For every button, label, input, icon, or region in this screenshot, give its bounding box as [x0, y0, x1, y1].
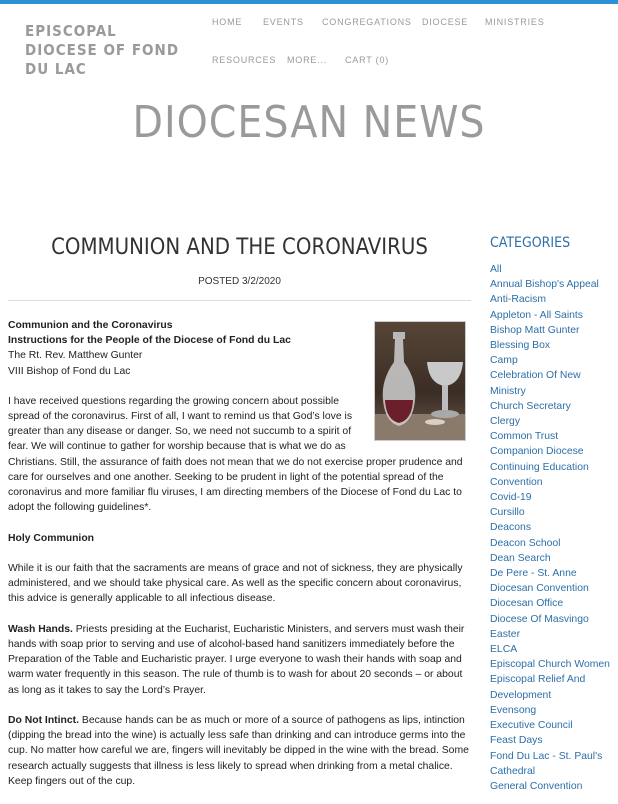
nav-resources[interactable]: RESOURCES	[212, 55, 277, 65]
intro-line-1: Communion and the Coronavirus	[8, 320, 173, 331]
post-date: POSTED 3/2/2020	[198, 276, 281, 287]
category-link[interactable]: Easter	[490, 628, 521, 640]
category-link[interactable]: Feast Days	[490, 735, 543, 747]
category-link[interactable]: General Convention	[490, 780, 583, 792]
category-link[interactable]: Executive Council	[490, 720, 573, 732]
categories-sidebar	[490, 234, 615, 794]
category-link[interactable]: Common Trust	[490, 431, 559, 443]
category-link[interactable]: Diocesan Office	[490, 598, 564, 610]
top-accent-bar	[0, 0, 618, 4]
communion-photo	[374, 321, 466, 441]
category-link[interactable]: Convention	[490, 476, 543, 488]
wash-hands-text: Priests presiding at the Eucharist, Eucharistic Ministers, and servers must wash their hands with soap prior to serving and use of alcohol-based hand sanitizers immediately before the Preparation of the Table and Eucharistic prayer. I urge everyone to wash their hands with soap and warm water frequently in this season. The rule of thumb is to wash for about 20 seconds – or about as long as it takes to say the Lord’s Prayer.	[8, 623, 465, 696]
do-not-intinct-label: Do Not Intinct.	[8, 715, 79, 727]
category-link[interactable]: Covid-19	[490, 492, 532, 504]
category-link[interactable]: Episcopal Church Women	[490, 659, 610, 671]
category-link[interactable]: Bishop Matt Gunter	[490, 324, 580, 336]
category-link[interactable]: Continuing Education	[490, 461, 589, 473]
category-link[interactable]: Appleton - All Saints	[490, 309, 583, 321]
category-link[interactable]: ELCA	[490, 644, 518, 656]
nav-more[interactable]: MORE...	[287, 55, 328, 65]
nav-diocese[interactable]: DIOCESE	[422, 17, 469, 27]
category-link[interactable]: All	[490, 264, 502, 275]
chalice-decanter-image	[375, 322, 465, 440]
do-not-intinct-text: Because hands can be as much or more of a source of pathogens as lips, intinction (dipping the bread into the wine) is actually less safe than drinking and can introduce germs into the cup. No matter how careful we are, fingers will inevitably be dipped in the wine with the bread. Some research actually suggests that illness is less likely to spread when drinking from a metal chalice. Keep fingers out of the cup.	[8, 715, 469, 787]
paragraph-sacraments: While it is our faith that the sacraments are means of grace and not of sickness, they are physically administered, and we should take physical care. As well as the specific concern about coronavirus, this advice is generally applicable to all infectious disease.	[8, 563, 463, 605]
category-link[interactable]: Celebration Of New Ministry	[490, 370, 581, 397]
intro-line-3: The Rt. Rev. Matthew Gunter	[8, 350, 143, 362]
category-link[interactable]: De Pere - St. Anne	[490, 568, 577, 580]
category-link[interactable]: Clergy	[490, 416, 521, 428]
paragraph-guidelines: I have received questions regarding the growing concern about possible spread of the coronavirus. First of all, I want to remind us that God’s love is greater than any disease or danger. So, we need not succumb to a spirit of fear. We will continue to gather for worship because that is what we do as Christians. Still, the assurance of faith does not mean that we do not exercise proper prudence and care for ourselves and one another. Seeking to be prudent in light of the potential spread of the coronavirus and more familiar flu viruses, I am directing members of the Diocese of Fond du Lac to adopt the following guidelines*.	[8, 395, 463, 514]
category-link[interactable]: Diocesan Convention	[490, 583, 589, 595]
category-link[interactable]: Companion Diocese	[490, 446, 584, 458]
category-link[interactable]: Diocese Of Masvingo	[490, 613, 589, 625]
category-link[interactable]: Church Secretary	[490, 400, 571, 412]
page-title: DIOCESAN NEWS	[132, 97, 486, 148]
nav-congregations[interactable]: CONGREGATIONS	[322, 17, 412, 27]
categories-heading: CATEGORIES	[490, 235, 571, 251]
holy-communion-heading: Holy Communion	[8, 532, 95, 544]
post-title[interactable]: COMMUNION AND THE CORONAVIRUS	[51, 235, 428, 260]
category-link[interactable]: Episcopal Relief And Development	[490, 674, 586, 701]
category-link[interactable]: Anti-Racism	[490, 294, 547, 306]
post-divider	[8, 300, 471, 301]
nav-home[interactable]: HOME	[212, 17, 243, 27]
category-link[interactable]: Deacon School	[490, 537, 561, 549]
category-link[interactable]: Annual Bishop's Appeal	[490, 279, 599, 291]
intro-line-4: VIII Bishop of Fond du Lac	[8, 365, 131, 377]
wash-hands-label: Wash Hands.	[8, 623, 73, 635]
category-link[interactable]: Dean Search	[490, 552, 551, 564]
category-link[interactable]: Evensong	[490, 704, 537, 716]
intro-line-2: Instructions for the People of the Diocese of Fond du Lac	[8, 335, 291, 347]
category-link[interactable]: Blessing Box	[490, 340, 551, 352]
nav-events[interactable]: EVENTS	[263, 17, 304, 27]
categories-list	[490, 262, 615, 794]
category-link[interactable]: Deacons	[490, 522, 532, 534]
category-link[interactable]: Cursillo	[490, 507, 525, 519]
category-link[interactable]: Fond Du Lac - St. Paul's Cathedral	[490, 750, 603, 777]
nav-cart[interactable]: CART (0)	[345, 55, 390, 65]
category-link[interactable]: Camp	[490, 355, 518, 367]
post-body	[8, 318, 471, 804]
nav-ministries[interactable]: MINISTRIES	[485, 17, 545, 27]
site-title[interactable]: EPISCOPAL DIOCESE OF FOND DU LAC	[25, 22, 180, 78]
